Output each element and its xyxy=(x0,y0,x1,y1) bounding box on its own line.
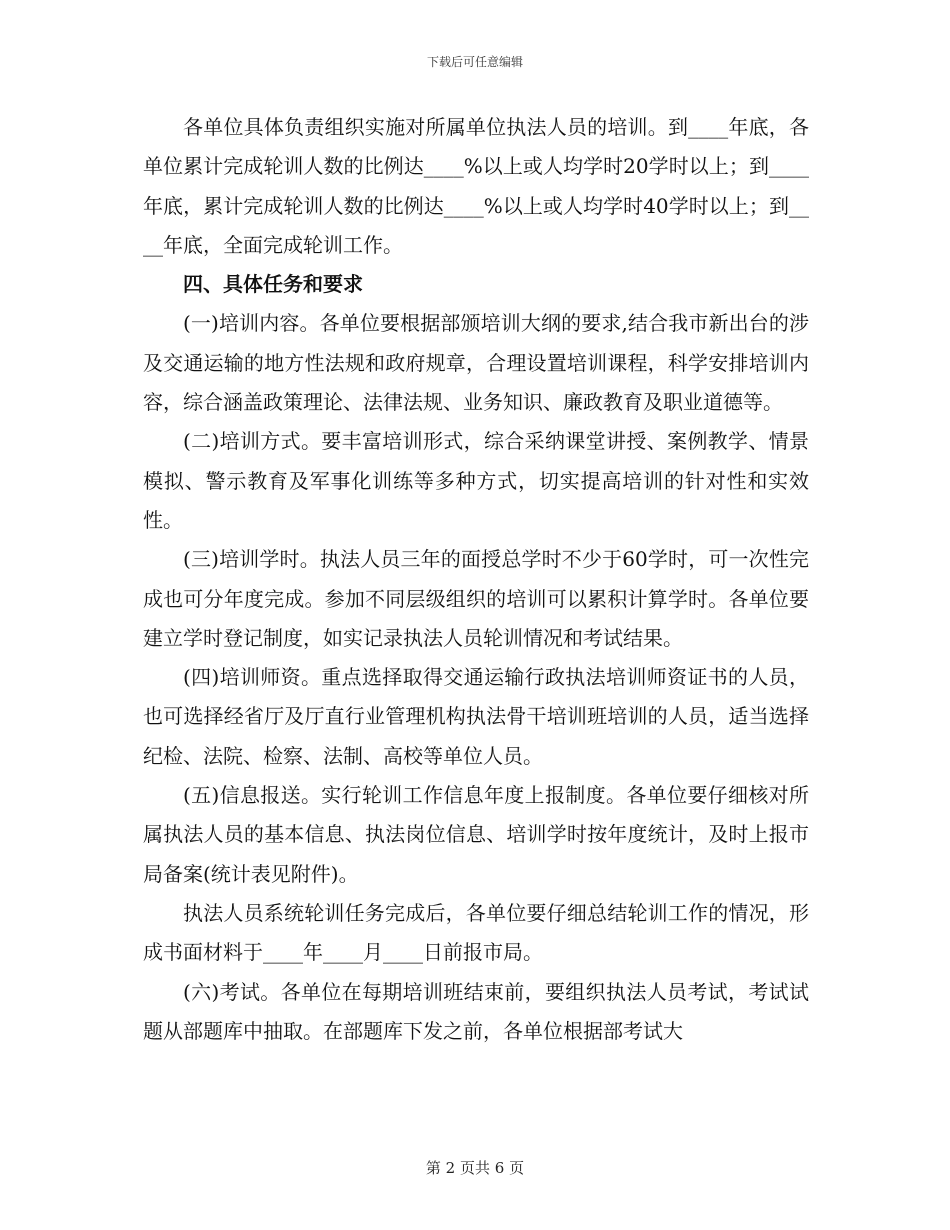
section-heading-tasks: 四、具体任务和要求 xyxy=(183,272,363,297)
paragraph-training-hours: (三)培训学时。执法人员三年的面授总学时不少于60学时，可一次性完成也可分年度完成。参加不同层级组织的培训可以累积计算学时。各单位要建立学时登记制度，如实记录执法人员轮训情况和考试结果。 xyxy=(143,547,809,650)
document-body xyxy=(143,108,809,1051)
paragraph-training-targets: 各单位具体负责组织实施对所属单位执法人员的培训。到____年底，各单位累计完成轮训人数的比例达____%以上或人均学时20学时以上；到____年底，累计完成轮训人数的比例达____%以上或人均学时40学时以上；到____年底，全面完成轮训工作。 xyxy=(143,115,809,257)
paragraph-info-reporting: (五)信息报送。实行轮训工作信息年度上报制度。各单位要仔细核对所属执法人员的基本信息、执法岗位信息、培训学时按年度统计，及时上报市局备案(统计表见附件)。 xyxy=(143,783,809,886)
page-footer: 第 2 页共 6 页 xyxy=(425,1159,525,1177)
paragraph-summary-report: 执法人员系统轮训任务完成后，各单位要仔细总结轮训工作的情况，形成书面材料于____年____月____日前报市局。 xyxy=(143,900,809,965)
paragraph-training-content: (一)培训内容。各单位要根据部颁培训大纲的要求,结合我市新出台的涉及交通运输的地方性法规和政府规章，合理设置培训课程，科学安排培训内容，综合涵盖政策理论、法律法规、业务知识、廉政教育及职业道德等。 xyxy=(143,311,809,415)
page-header: 下载后可任意编辑 xyxy=(426,55,523,69)
paragraph-training-method: (二)培训方式。要丰富培训形式，综合采纳课堂讲授、案例教学、情景模拟、警示教育及军事化训练等多种方式，切实提高培训的针对性和实效性。 xyxy=(143,429,809,532)
paragraph-training-teachers: (四)培训师资。重点选择取得交通运输行政执法培训师资证书的人员，也可选择经省厅及厅直行业管理机构执法骨干培训班培训的人员，适当选择纪检、法院、检察、法制、高校等单位人员。 xyxy=(143,665,809,768)
paragraph-exam: (六)考试。各单位在每期培训班结束前，要组织执法人员考试，考试试题从部题库中抽取。在部题库下发之前，各单位根据部考试大 xyxy=(143,979,809,1043)
